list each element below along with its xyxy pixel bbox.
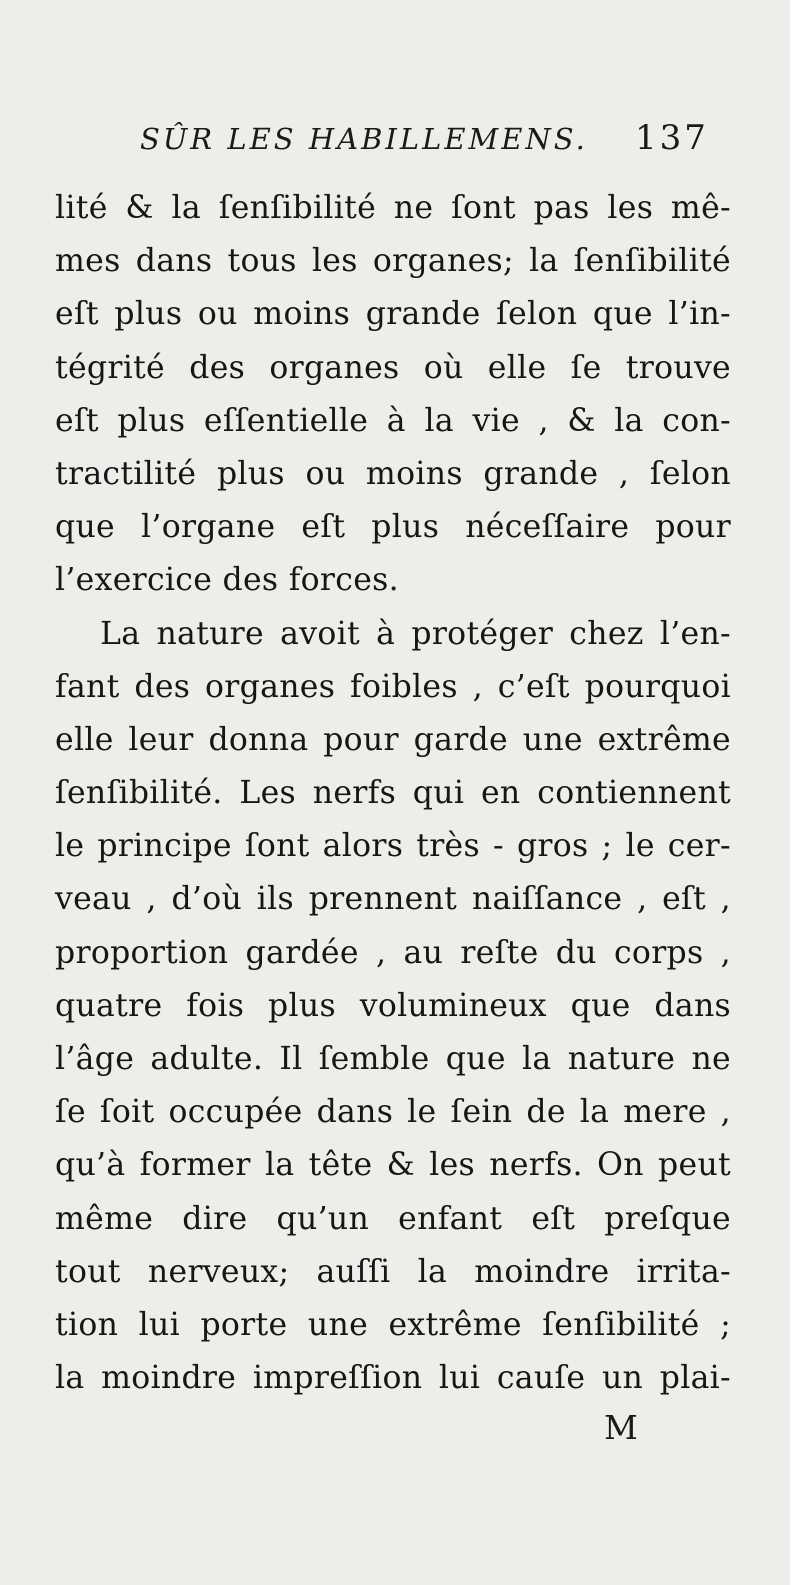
page-header xyxy=(0,112,790,172)
text-line: ſe ſoit occupée dans le ſein de la mere , xyxy=(55,1094,731,1131)
text-line: la moindre impreſſion lui cauſe un plai- xyxy=(55,1360,731,1397)
text-line: même dire qu’un enfant eſt preſque xyxy=(55,1200,731,1237)
text-line: elle leur donna pour garde une extrême xyxy=(55,721,731,758)
text-line: tractilité plus ou moins grande , ſelon xyxy=(55,455,731,492)
text-line: eſt plus eſſentielle à la vie , & la con- xyxy=(55,402,731,439)
text-line: tout nerveux; auſſi la moindre irrita- xyxy=(55,1253,731,1290)
text-line: l’âge adulte. Il ſemble que la nature ne xyxy=(55,1041,731,1077)
running-title: SÛR LES HABILLEMENS. xyxy=(140,122,588,156)
text-line: eſt plus ou moins grande ſelon que l’in- xyxy=(55,296,731,333)
text-line: l’exercice des forces. xyxy=(55,562,399,599)
text-line: qu’à former la tête & les nerfs. On peut xyxy=(55,1147,731,1184)
text-line: le principe ſont alors très - gros ; le cer- xyxy=(55,828,731,865)
text-line: lité & la ſenſibilité ne ſont pas les mê- xyxy=(55,190,731,226)
text-line: fant des organes foibles , c’eſt pourquoi xyxy=(55,668,731,705)
text-line: tion lui porte une extrême ſenſibilité ; xyxy=(55,1306,731,1343)
text-line: La nature avoit à protéger chez l’en- xyxy=(100,615,731,652)
text-line: ſenſibilité. Les nerfs qui en contiennent xyxy=(55,775,731,812)
text-line: mes dans tous les organes; la ſenſibilité xyxy=(55,243,731,280)
body-text xyxy=(55,182,731,1405)
scan-margin xyxy=(790,0,800,1585)
text-line: tégrité des organes où elle ſe trouve xyxy=(55,349,731,386)
text-line: quatre fois plus volumineux que dans xyxy=(55,987,731,1024)
text-line: proportion gardée , au reſte du corps , xyxy=(55,934,731,971)
page-number: 137 xyxy=(635,118,709,158)
signature-mark: M xyxy=(604,1408,640,1447)
text-line: veau , d’où ils prennent naiſſance , eſt , xyxy=(55,881,731,918)
text-line: que l’organe eſt plus néceſſaire pour xyxy=(55,509,731,546)
